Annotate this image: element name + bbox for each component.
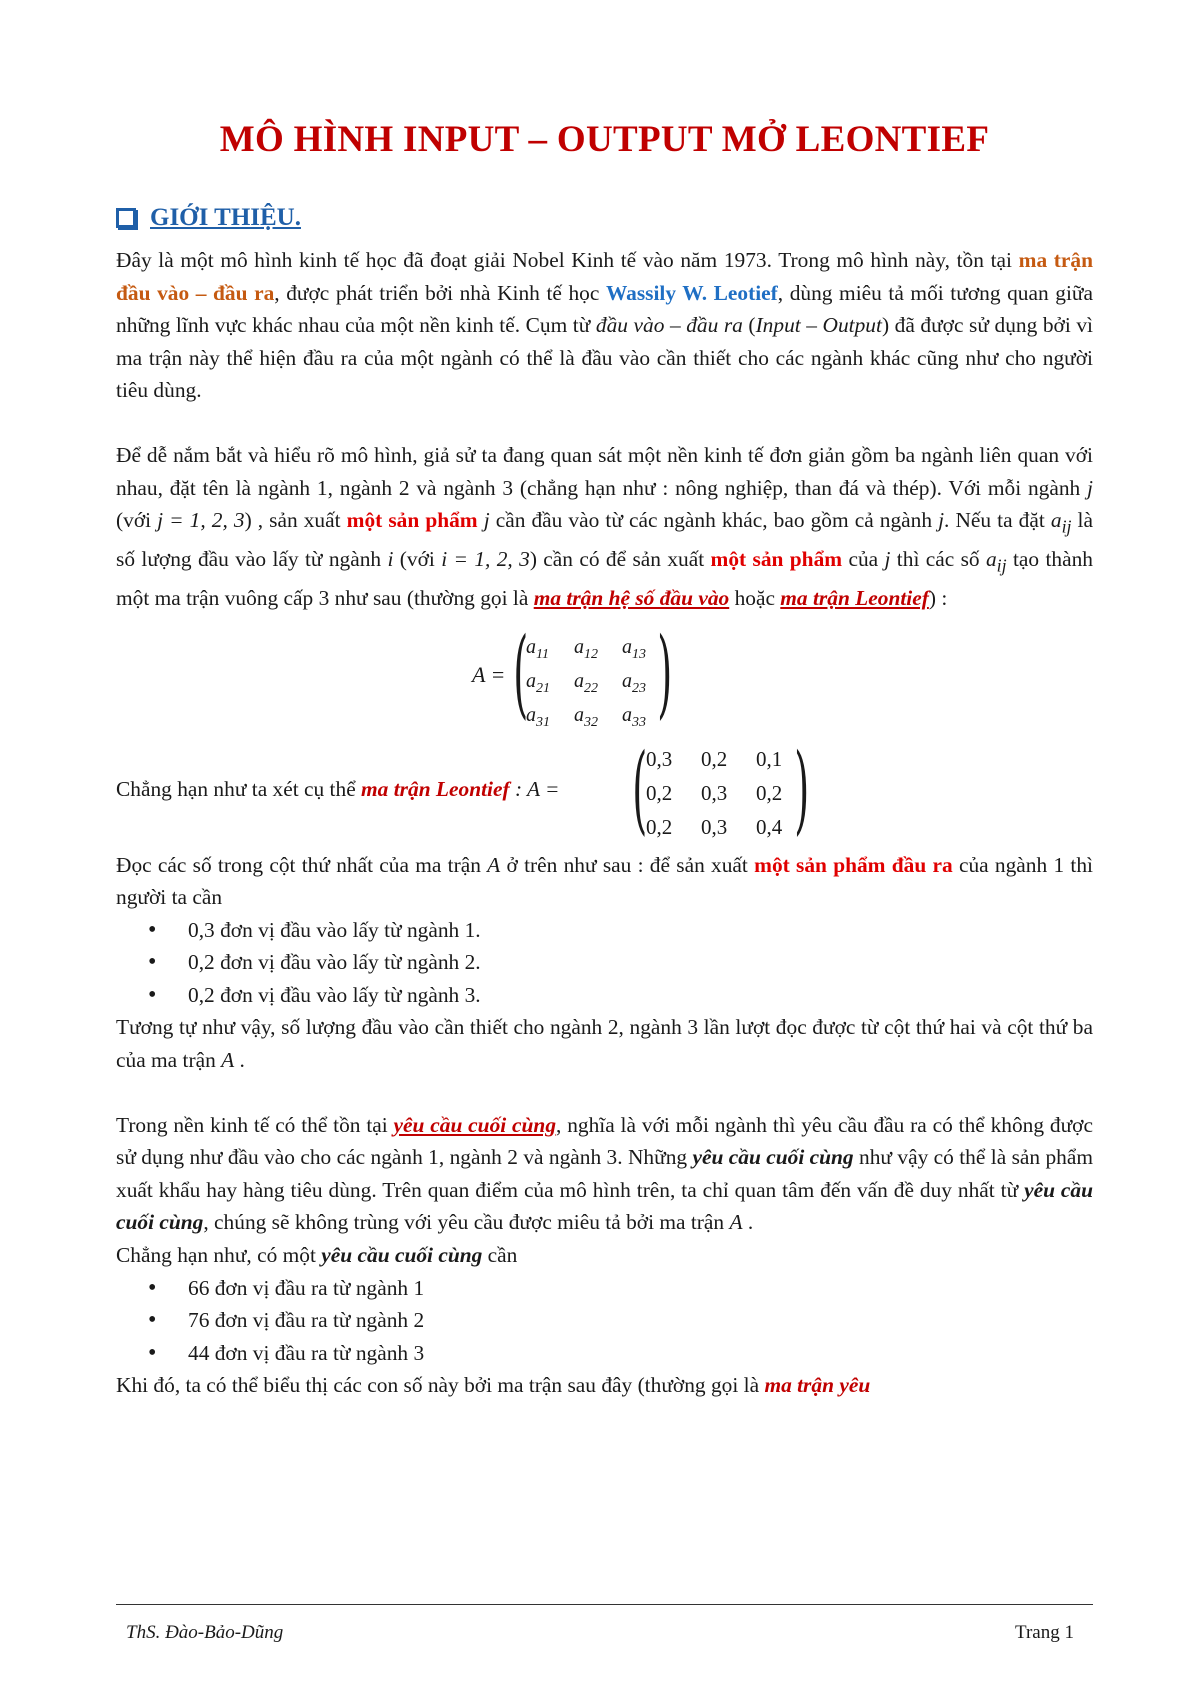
section-heading [116,204,301,232]
checkbox-bullet-icon [116,208,136,228]
math-var: j [1087,475,1093,500]
math-expr: i = 1, 2, 3 [441,547,530,572]
text: ở trên như sau : để sản xuất [500,852,755,877]
list-item: • 76 đơn vị đầu ra từ ngành 2 [116,1304,1093,1337]
math-var-base: a [1050,508,1062,533]
text: . Nếu ta đặt [944,508,1051,533]
list-item: • 66 đơn vị đầu ra từ ngành 1 [116,1272,1093,1305]
matrix-label: A = [472,661,506,687]
paragraph-read-column [116,849,1093,914]
math-var-sub: ij [996,555,1007,576]
math-var [1050,508,1072,537]
text: cần [482,1243,518,1268]
matrix-cell: $a_{12}$ [574,635,598,662]
matrix-cell: 0,2 [756,780,783,805]
text: ( [742,313,756,338]
math-var: j [938,508,945,533]
text: Chẳng hạn như ta xét cụ thể [116,776,362,801]
matrix-cell: 0,3 [701,780,728,805]
text: . [234,1048,245,1073]
matrix-cell: $a_{22}$ [574,669,598,696]
text: (với [116,508,158,533]
text: ) , sản xuất [244,508,347,533]
paragraph-example [116,1239,1093,1272]
text: , nghĩa là với mỗi ngành thì yêu cầu đầu ra có thể không được sử dụng như đầu vào cho các ngành 1, ngành 2 và ngành 3. Những [116,1112,1093,1170]
section-heading-text: GIỚI THIỆU. [150,204,301,231]
math-var: A [221,1048,235,1073]
math-expr: : A = [509,776,560,801]
emphasis: một sản phẩm [346,508,478,533]
math-expr: j = 1, 2, 3 [157,508,245,533]
document-body [116,244,1093,1402]
matrix-cell: $a_{33}$ [622,703,646,730]
document-page [116,0,1093,1698]
list-item: • 0,3 đơn vị đầu vào lấy từ ngành 1. [116,914,1093,947]
emphasis: ma trận hệ số đầu vào [533,585,730,610]
math-var-sub: ij [1061,516,1072,537]
right-paren: ) [794,732,810,845]
matrix-a-general [116,616,1093,733]
emphasis: một sản phẩm [710,547,843,572]
paragraph-similar [116,1011,1093,1076]
emphasis: yêu cầu cuối cùng [692,1145,854,1170]
text: ) đã được sử dụng bởi vì ma trận này thể hiện đầu ra của một ngành có thể là đầu vào cần thiết cho các ngành khác cũng như cho người tiêu dùng. [116,313,1093,403]
left-paren: ( [632,732,648,845]
leontief-example [116,732,1093,849]
emphasis: ma trận yêu [764,1373,871,1398]
text: Đây là một mô hình kinh tế học đã đoạt giải Nobel Kinh tế vào năm 1973. Trong mô hình này, tồn tại [116,248,1019,272]
text: thì các số [890,547,986,572]
text: tạo thành một ma trận vuông cấp [116,547,1093,610]
math-var: j [483,508,490,533]
matrix-cell: $a_{31}$ [526,703,550,730]
matrix-cell: 0,3 [646,746,673,771]
paragraph-setup [116,439,1093,615]
leontief-example-text [116,773,560,806]
text: cần đầu vào từ các ngành khác, bao gồm cả ngành [489,508,939,533]
text: Đọc các số trong cột thứ nhất của ma trận [116,852,488,877]
paragraph-final-demand [116,1109,1093,1239]
text: ) cần có để sản xuất [529,547,711,572]
text: hoặc [729,585,781,610]
emphasis: Input – Output [755,313,882,338]
text: , được phát triển bởi nhà Kinh tế học [274,280,606,305]
text: của ngành 1 thì người ta cần [116,852,1093,910]
bullet-list-demand [116,1272,1093,1370]
math-var: A [729,1210,743,1235]
math-var: i [387,547,394,572]
math-var [985,547,1007,576]
math-var-base: a [985,547,997,572]
text: , dùng miêu tả mối tương quan giữa những lĩnh vực khác nhau của một nền kinh tế. Cụm từ [116,280,1093,338]
text: , chúng sẽ không trùng với yêu cầu được miêu tả bởi ma trận [203,1210,730,1235]
matrix-cell: $a_{13}$ [622,635,646,662]
emphasis: ma trận Leontief [780,585,929,610]
text: Tương tự như vậy, số lượng đầu vào cần thiết cho ngành 2, ngành 3 lần lượt đọc được từ cột thứ hai và cột thứ ba của ma trận [116,1015,1093,1073]
math-var: j [884,547,891,572]
author-name: Wassily W. Leotief [605,280,778,305]
text: là số lượng đầu vào lấy từ ngành [116,508,1093,572]
matrix-cell: 0,3 [701,814,728,839]
emphasis: yêu cầu cuối cùng [393,1112,557,1137]
text: Khi đó, ta có thể biểu thị các con số này bởi ma trận sau đây (thường gọi là [116,1373,765,1398]
matrix-cell: 0,4 [756,814,783,839]
paragraph-matrix-intro [116,1369,1093,1402]
matrix-cell: $a_{11}$ [526,635,549,662]
document-title: MÔ HÌNH INPUT – OUTPUT MỞ LEONTIEF [219,119,990,160]
matrix-cell: $a_{32}$ [574,703,598,730]
text: Để dễ nắm bắt và hiểu rõ mô hình, giả sử ta đang quan sát một nền kinh tế đơn giản gồm ba ngành liên quan với nhau, đặt tên là ngành 1, ngành 2 và ngành 3 (chẳng hạn như : nông nghiệp, than đá và thép). Với mỗi ngành [116,442,1093,500]
list-item: • 0,2 đơn vị đầu vào lấy từ ngành 2. [116,946,1093,979]
matrix-cell: $a_{23}$ [622,669,646,696]
paragraph-intro [116,244,1093,407]
text: Chẳng hạn như, có một [116,1243,322,1268]
emphasis: yêu cầu cuối cùng [321,1243,483,1268]
emphasis: một sản phẩm đầu ra [754,852,953,877]
text: (với [393,547,442,572]
left-paren: ( [513,616,529,729]
text: . [742,1210,754,1235]
emphasis: ma trận Leontief [361,776,510,801]
matrix-cell: 0,1 [756,746,783,771]
matrix-cell: 0,2 [646,780,673,805]
text: của [842,547,885,572]
text: ) : [928,585,948,610]
right-paren: ) [657,616,673,729]
bullet-list-inputs [116,914,1093,1012]
emphasis: ma trận đầu vào – đầu ra [116,248,1094,305]
matrix-cell: $a_{21}$ [526,669,550,696]
text: như sau (thường gọi là [329,585,534,610]
footer-divider [116,1604,1093,1605]
emphasis: đầu vào – đầu ra [595,313,743,338]
list-item: • 0,2 đơn vị đầu vào lấy từ ngành 3. [116,979,1093,1012]
text: Trong nền kinh tế có thể tồn tại [116,1112,394,1137]
emphasis: yêu cầu cuối cùng [116,1177,1093,1235]
text: như vậy có thể là sản phẩm xuất khẩu hay hàng tiêu dùng. Trên quan điểm của mô hình trên, ta chỉ quan tâm đến vấn đề duy nhất từ [116,1145,1093,1202]
footer-page-number: Trang 1 [1015,1622,1074,1643]
matrix-cell: 0,2 [646,814,673,839]
text: 3 [318,585,330,610]
math-var: A [487,852,501,877]
matrix-cell: 0,2 [701,746,728,771]
list-item: • 44 đơn vị đầu ra từ ngành 3 [116,1337,1093,1370]
footer-author: ThS. Đào-Bảo-Dũng [126,1622,284,1643]
